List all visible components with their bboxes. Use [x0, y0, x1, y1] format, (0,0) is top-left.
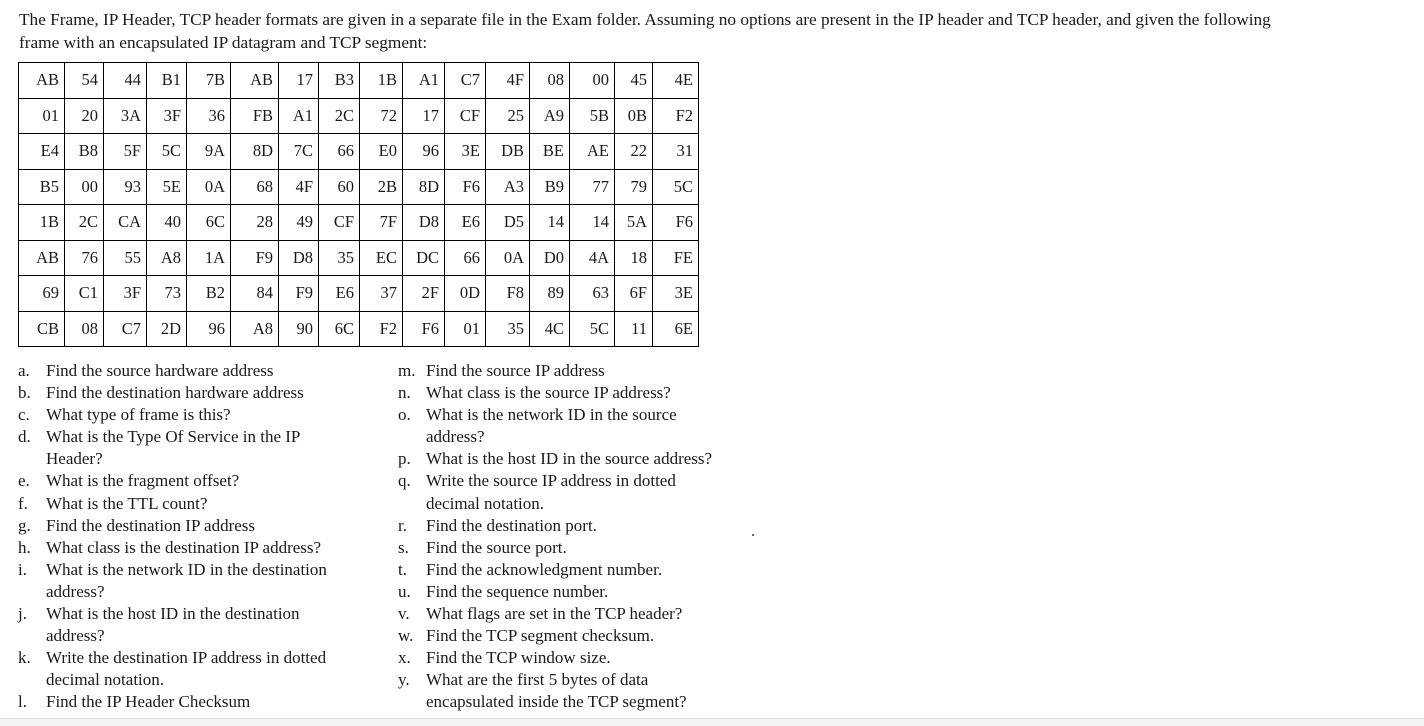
frame-byte-cell: 3E: [653, 276, 699, 312]
question-text: What is the network ID in the destination: [46, 559, 327, 579]
frame-byte-cell: 5B: [570, 98, 615, 134]
question-letter: [18, 625, 46, 647]
question-line: [398, 581, 778, 603]
question-text: Find the TCP segment checksum.: [426, 626, 655, 646]
frame-byte-cell: 5F: [104, 134, 147, 170]
frame-byte-cell: 5E: [147, 169, 187, 205]
frame-byte-cell: 3A: [104, 98, 147, 134]
question-letter: b.: [18, 383, 31, 403]
frame-byte-cell: 0B: [615, 98, 653, 134]
frame-byte-cell: 69: [19, 276, 65, 312]
frame-byte-cell: E6: [319, 276, 360, 312]
question-text: Find the sequence number.: [426, 581, 609, 601]
question-text: What is the Type Of Service in the IP: [46, 427, 301, 447]
frame-byte-cell: A8: [231, 311, 279, 347]
frame-byte-cell: 08: [65, 311, 104, 347]
frame-byte-cell: CA: [104, 205, 147, 241]
frame-byte-cell: AB: [19, 63, 65, 99]
frame-byte-cell: 2C: [65, 205, 104, 241]
frame-byte-cell: 90: [279, 311, 319, 347]
question-letter: q.: [398, 471, 411, 491]
question-line: [18, 470, 378, 492]
frame-byte-cell: 3F: [104, 276, 147, 312]
frame-byte-cell: 3F: [147, 98, 187, 134]
frame-byte-cell: 44: [104, 63, 147, 99]
frame-byte-cell: F2: [360, 311, 403, 347]
frame-byte-cell: 77: [570, 169, 615, 205]
frame-row: [19, 311, 699, 347]
frame-byte-cell: 08: [530, 63, 570, 99]
question-letter: i.: [18, 559, 27, 579]
question-line: [398, 404, 778, 426]
frame-byte-cell: 7C: [279, 134, 319, 170]
question-text: Find the destination port.: [426, 515, 597, 535]
frame-byte-cell: 22: [615, 134, 653, 170]
question-line: [18, 515, 378, 537]
frame-byte-cell: D5: [486, 205, 530, 241]
frame-byte-cell: 8D: [231, 134, 279, 170]
question-line: [398, 515, 778, 537]
question-letter: y.: [398, 670, 410, 690]
question-line: [18, 625, 378, 647]
frame-byte-cell: 1B: [19, 205, 65, 241]
question-text: Find the acknowledgment number.: [426, 559, 663, 579]
question-letter: n.: [398, 383, 411, 403]
frame-byte-cell: CF: [319, 205, 360, 241]
question-line: [18, 669, 378, 691]
frame-byte-cell: 45: [615, 63, 653, 99]
question-line: [18, 426, 378, 448]
frame-byte-cell: 5C: [653, 169, 699, 205]
question-line: [398, 360, 778, 382]
frame-byte-cell: F2: [653, 98, 699, 134]
question-line: [398, 426, 778, 448]
frame-row: [19, 240, 699, 276]
frame-byte-cell: 35: [486, 311, 530, 347]
question-text: Find the source IP address: [426, 361, 605, 380]
question-text: Find the source hardware address: [46, 361, 274, 380]
question-text: Find the destination hardware address: [46, 383, 304, 403]
frame-byte-cell: 79: [615, 169, 653, 205]
frame-byte-cell: 1A: [187, 240, 231, 276]
question-letter: [18, 581, 46, 603]
frame-row: [19, 169, 699, 205]
question-text: Write the destination IP address in dotted: [46, 648, 327, 668]
question-letter: a.: [18, 361, 30, 380]
question-letter: u.: [398, 581, 411, 601]
frame-byte-cell: 01: [445, 311, 486, 347]
frame-byte-cell: F6: [445, 169, 486, 205]
frame-byte-cell: 8D: [403, 169, 445, 205]
stray-dot: [752, 534, 754, 536]
frame-byte-cell: 63: [570, 276, 615, 312]
frame-byte-cell: B2: [187, 276, 231, 312]
frame-byte-cell: 9A: [187, 134, 231, 170]
questions-left-column: [18, 360, 378, 714]
frame-byte-cell: A1: [279, 98, 319, 134]
question-letter: c.: [18, 405, 30, 425]
question-line: [18, 448, 378, 470]
frame-byte-cell: C1: [65, 276, 104, 312]
frame-byte-cell: 60: [319, 169, 360, 205]
frame-hex-table: [18, 62, 699, 347]
frame-byte-cell: E0: [360, 134, 403, 170]
frame-byte-cell: 6C: [187, 205, 231, 241]
question-text: What class is the destination IP address?: [46, 537, 322, 557]
question-line: [18, 691, 378, 713]
intro-line-2: frame with an encapsulated IP datagram and TCP segment:: [19, 33, 428, 52]
question-line: [398, 669, 778, 691]
frame-byte-cell: 20: [65, 98, 104, 134]
frame-byte-cell: 2B: [360, 169, 403, 205]
question-line: [18, 647, 378, 669]
question-letter: h.: [18, 537, 31, 557]
question-text: Header?: [46, 449, 103, 469]
question-text: address?: [426, 427, 485, 447]
frame-byte-cell: BE: [530, 134, 570, 170]
frame-byte-cell: AE: [570, 134, 615, 170]
frame-byte-cell: B5: [19, 169, 65, 205]
intro-line-1: The Frame, IP Header, TCP header formats are given in a separate file in the Exam folder. Assuming no options are present in the IP header and TCP header, and given the following: [19, 10, 1271, 29]
frame-byte-cell: 66: [445, 240, 486, 276]
frame-byte-cell: E6: [445, 205, 486, 241]
frame-byte-cell: 76: [65, 240, 104, 276]
frame-byte-cell: 31: [653, 134, 699, 170]
frame-byte-cell: A3: [486, 169, 530, 205]
frame-byte-cell: 40: [147, 205, 187, 241]
questions-right-column: [398, 360, 778, 714]
frame-byte-cell: 93: [104, 169, 147, 205]
frame-byte-cell: 96: [187, 311, 231, 347]
frame-byte-cell: 17: [279, 63, 319, 99]
question-letter: [18, 448, 46, 470]
frame-byte-cell: F9: [279, 276, 319, 312]
question-text: What is the fragment offset?: [46, 471, 240, 491]
question-letter: j.: [18, 604, 27, 624]
frame-byte-cell: FE: [653, 240, 699, 276]
question-letter: d.: [18, 427, 31, 447]
frame-byte-cell: A1: [403, 63, 445, 99]
question-text: Find the TCP window size.: [426, 648, 611, 668]
question-text: What is the network ID in the source: [426, 405, 677, 425]
question-text: What is the host ID in the destination: [46, 604, 300, 624]
frame-byte-cell: DB: [486, 134, 530, 170]
frame-byte-cell: C7: [104, 311, 147, 347]
frame-byte-cell: 4F: [279, 169, 319, 205]
frame-byte-cell: 14: [530, 205, 570, 241]
question-text: What is the TTL count?: [46, 493, 208, 513]
question-line: [18, 537, 378, 559]
question-letter: w.: [398, 626, 414, 646]
frame-byte-cell: 5A: [615, 205, 653, 241]
frame-byte-cell: 6C: [319, 311, 360, 347]
question-line: [18, 581, 378, 603]
frame-row: [19, 63, 699, 99]
question-text: What type of frame is this?: [46, 405, 231, 425]
frame-byte-cell: EC: [360, 240, 403, 276]
question-text: encapsulated inside the TCP segment?: [426, 692, 687, 712]
question-letter: [398, 426, 426, 448]
question-line: [398, 603, 778, 625]
frame-byte-cell: 4E: [653, 63, 699, 99]
frame-row: [19, 205, 699, 241]
frame-row: [19, 98, 699, 134]
frame-byte-cell: 5C: [570, 311, 615, 347]
question-letter: [18, 669, 46, 691]
question-letter: [398, 493, 426, 515]
frame-byte-cell: 1B: [360, 63, 403, 99]
question-line: [398, 448, 778, 470]
question-text: Write the source IP address in dotted: [426, 471, 676, 491]
frame-byte-cell: 2C: [319, 98, 360, 134]
frame-byte-cell: 96: [403, 134, 445, 170]
question-line: [18, 603, 378, 625]
frame-byte-cell: 6F: [615, 276, 653, 312]
frame-byte-cell: 68: [231, 169, 279, 205]
question-line: [18, 382, 378, 404]
question-letter: m.: [398, 361, 416, 380]
frame-byte-cell: 4F: [486, 63, 530, 99]
question-line: [18, 493, 378, 515]
question-letter: o.: [398, 405, 411, 425]
question-text: Find the IP Header Checksum: [46, 692, 251, 712]
question-line: [398, 559, 778, 581]
frame-byte-cell: 35: [319, 240, 360, 276]
frame-byte-cell: 01: [19, 98, 65, 134]
frame-byte-cell: B9: [530, 169, 570, 205]
question-line: [398, 382, 778, 404]
frame-byte-cell: CF: [445, 98, 486, 134]
frame-byte-cell: 2D: [147, 311, 187, 347]
frame-byte-cell: A8: [147, 240, 187, 276]
frame-byte-cell: 7B: [187, 63, 231, 99]
question-text: What class is the source IP address?: [426, 383, 671, 403]
question-text: What is the host ID in the source address?: [426, 449, 713, 469]
frame-byte-cell: 5C: [147, 134, 187, 170]
question-line: [398, 691, 778, 713]
question-text: Find the destination IP address: [46, 515, 256, 535]
frame-row: [19, 276, 699, 312]
question-line: [398, 647, 778, 669]
frame-byte-cell: F6: [403, 311, 445, 347]
frame-byte-cell: D8: [279, 240, 319, 276]
question-letter: k.: [18, 648, 31, 668]
question-letter: v.: [398, 604, 410, 624]
frame-byte-cell: F8: [486, 276, 530, 312]
frame-byte-cell: DC: [403, 240, 445, 276]
question-line: [18, 559, 378, 581]
question-letter: [398, 691, 426, 713]
frame-byte-cell: A9: [530, 98, 570, 134]
question-line: [398, 493, 778, 515]
question-letter: r.: [398, 515, 407, 535]
frame-byte-cell: 00: [65, 169, 104, 205]
question-line: [398, 625, 778, 647]
frame-byte-cell: AB: [231, 63, 279, 99]
frame-row: [19, 134, 699, 170]
frame-byte-cell: 11: [615, 311, 653, 347]
frame-byte-cell: 17: [403, 98, 445, 134]
frame-byte-cell: 66: [319, 134, 360, 170]
question-line: [18, 404, 378, 426]
frame-byte-cell: E4: [19, 134, 65, 170]
frame-byte-cell: FB: [231, 98, 279, 134]
question-text: decimal notation.: [46, 670, 165, 690]
frame-byte-cell: AB: [19, 240, 65, 276]
frame-byte-cell: 00: [570, 63, 615, 99]
frame-byte-cell: 49: [279, 205, 319, 241]
frame-byte-cell: 54: [65, 63, 104, 99]
question-letter: f.: [18, 493, 28, 513]
question-letter: l.: [18, 692, 27, 712]
question-letter: g.: [18, 515, 31, 535]
question-text: address?: [46, 626, 105, 646]
question-text: What are the first 5 bytes of data: [426, 670, 649, 690]
question-letter: t.: [398, 559, 407, 579]
frame-byte-cell: 7F: [360, 205, 403, 241]
frame-byte-cell: C7: [445, 63, 486, 99]
question-text: address?: [46, 581, 105, 601]
frame-byte-cell: 4A: [570, 240, 615, 276]
frame-byte-cell: D0: [530, 240, 570, 276]
question-text: Find the source port.: [426, 537, 567, 557]
frame-byte-cell: F6: [653, 205, 699, 241]
frame-byte-cell: 84: [231, 276, 279, 312]
frame-byte-cell: 73: [147, 276, 187, 312]
exam-intro: [19, 8, 1419, 54]
frame-byte-cell: F9: [231, 240, 279, 276]
frame-byte-cell: 0A: [187, 169, 231, 205]
question-text: decimal notation.: [426, 493, 545, 513]
frame-byte-cell: 4C: [530, 311, 570, 347]
frame-byte-cell: 18: [615, 240, 653, 276]
frame-byte-cell: 0D: [445, 276, 486, 312]
frame-byte-cell: CB: [19, 311, 65, 347]
question-letter: x.: [398, 648, 411, 668]
frame-byte-cell: 28: [231, 205, 279, 241]
frame-byte-cell: 14: [570, 205, 615, 241]
question-letter: p.: [398, 449, 411, 469]
question-text: What flags are set in the TCP header?: [426, 604, 683, 624]
frame-byte-cell: B1: [147, 63, 187, 99]
question-letter: s.: [398, 537, 409, 557]
frame-byte-cell: D8: [403, 205, 445, 241]
frame-byte-cell: B8: [65, 134, 104, 170]
frame-byte-cell: 55: [104, 240, 147, 276]
question-line: [18, 360, 378, 382]
frame-byte-cell: 36: [187, 98, 231, 134]
frame-byte-cell: 2F: [403, 276, 445, 312]
frame-byte-cell: 3E: [445, 134, 486, 170]
frame-byte-cell: 25: [486, 98, 530, 134]
question-line: [398, 470, 778, 492]
question-line: [398, 537, 778, 559]
frame-byte-cell: B3: [319, 63, 360, 99]
frame-byte-cell: 0A: [486, 240, 530, 276]
question-letter: e.: [18, 471, 30, 491]
frame-byte-cell: 72: [360, 98, 403, 134]
frame-byte-cell: 6E: [653, 311, 699, 347]
frame-byte-cell: 37: [360, 276, 403, 312]
frame-byte-cell: 89: [530, 276, 570, 312]
